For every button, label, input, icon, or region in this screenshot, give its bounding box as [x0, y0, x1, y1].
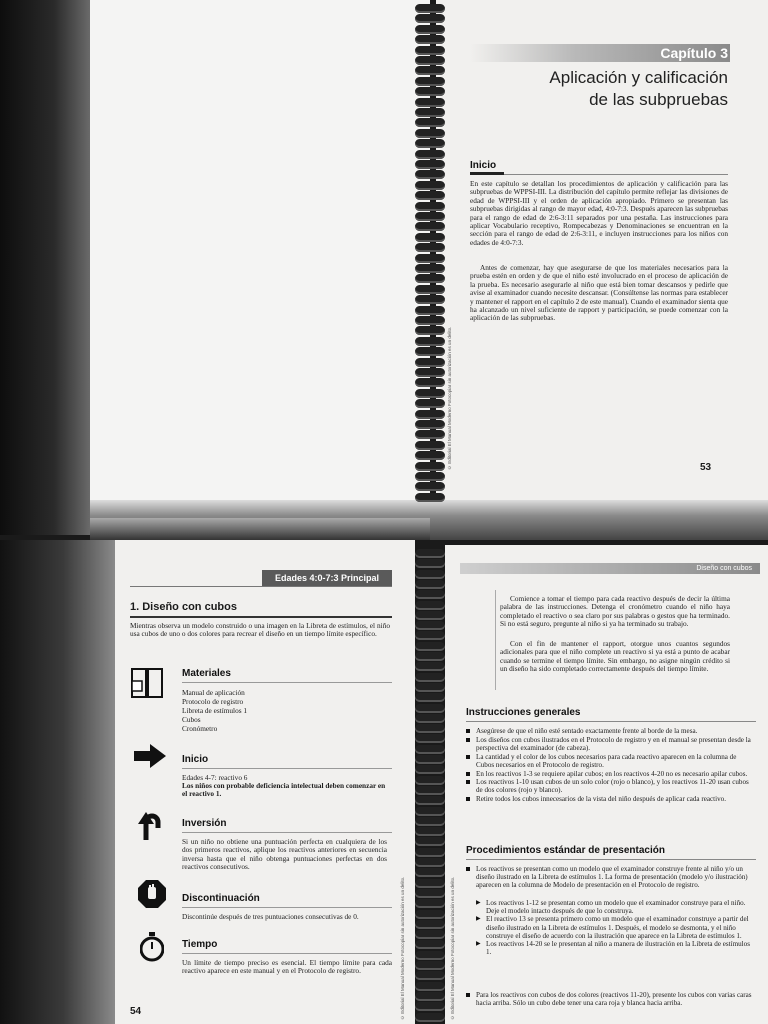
spiral-ring: [415, 796, 445, 805]
spiral-ring: [415, 549, 445, 558]
instrucciones-item: Los diseños con cubos ilustrados en el Protocolo de registro y en el manual se presentan desde la perspectiva del examinador (de cabeza).: [466, 736, 756, 752]
instrucciones-item: Los reactivos 1-10 usan cubos de un solo color (rojo o blanco), y los reactivos 11-20 usan cubos de dos colores (rojo y blanco).: [466, 778, 756, 794]
page-number-54: 54: [130, 1006, 142, 1017]
chapter-title-line1: Aplicación y calificación: [549, 68, 728, 87]
spiral-ring: [415, 347, 445, 356]
spiral-ring: [415, 410, 445, 419]
spiral-ring: [415, 868, 445, 877]
spiral-ring: [415, 940, 445, 949]
timing-box-rule: [495, 590, 496, 690]
spiral-ring: [415, 399, 445, 408]
procedimientos-heading: Procedimientos estándar de presentación: [466, 845, 665, 856]
copyright-side-label-55: © Editorial El Manual Moderno Fotocopiar sin autorización es un delito.: [450, 876, 455, 1020]
subtest-title-rule: [130, 616, 392, 618]
spiral-ring: [415, 889, 445, 898]
instrucciones-item: Asegúrese de que el niño esté sentado exactamente frente al borde de la mesa.: [466, 727, 756, 735]
spiral-ring: [415, 920, 445, 929]
spiral-ring: [415, 1002, 445, 1011]
copyright-side-label-53: © Editorial El Manual Moderno Fotocopiar sin autorización es un delito.: [447, 326, 452, 470]
tab-rule: [130, 586, 392, 587]
inversion-rule: [182, 832, 392, 833]
section-rule: [470, 174, 728, 175]
spiral-binding-top: [415, 0, 445, 505]
spiral-ring: [415, 14, 445, 23]
spiral-ring: [415, 430, 445, 439]
spiral-ring: [415, 601, 445, 610]
spiral-ring: [415, 4, 445, 13]
instrucciones-rule: [466, 721, 756, 722]
spiral-ring: [415, 337, 445, 346]
spiral-ring: [415, 243, 445, 252]
spiral-ring: [415, 982, 445, 991]
page-52-blank: [90, 0, 430, 520]
spiral-ring: [415, 961, 445, 970]
spiral-ring: [415, 420, 445, 429]
inicio-heading: Inicio: [182, 754, 209, 765]
spiral-ring: [415, 827, 445, 836]
spiral-ring: [415, 590, 445, 599]
spiral-ring: [415, 631, 445, 640]
spiral-ring: [415, 673, 445, 682]
inversion-text: Si un niño no obtiene una puntuación perfecta en cualquiera de los dos primeros reactivos, aplique los reactivos anteriores en secuencia inversa hasta que el niño obtenga puntuaciones perfectas en dos reactivos consecutivos.: [182, 837, 387, 872]
spiral-ring: [415, 848, 445, 857]
tiempo-text: Un límite de tiempo preciso es esencial. El tiempo límite para cada reactivo aparece en este manual y en el Protocolo de registro.: [182, 958, 392, 976]
spiral-ring: [415, 295, 445, 304]
proc-sub-item: ▶ Los reactivos 1-12 se presentan como un modelo que el examinador construye para el niño. Deje el modelo intacto después de que lo construya.: [476, 899, 756, 915]
materiales-item: Cubos: [182, 715, 201, 724]
spiral-ring: [415, 212, 445, 221]
spiral-ring: [415, 472, 445, 481]
spiral-ring: [415, 704, 445, 713]
left-shadow-top: [0, 0, 90, 535]
spiral-ring: [415, 493, 445, 502]
materiales-list: [182, 688, 382, 733]
spiral-ring: [415, 87, 445, 96]
u-turn-arrow-icon: [138, 812, 164, 845]
spiral-ring: [415, 858, 445, 867]
spiral-ring: [415, 765, 445, 774]
spiral-ring: [415, 652, 445, 661]
spiral-ring: [415, 129, 445, 138]
spiral-ring: [415, 910, 445, 919]
procedimientos-list: [466, 865, 756, 890]
spiral-ring: [415, 817, 445, 826]
instrucciones-item: La cantidad y el color de los cubos necesarios para cada reactivo aparecen en la columna de Cubos necesarios en el Protocolo de registro.: [466, 753, 756, 769]
spiral-ring: [415, 951, 445, 960]
spiral-ring: [415, 160, 445, 169]
spiral-ring: [415, 462, 445, 471]
spiral-ring: [415, 451, 445, 460]
spiral-ring: [415, 807, 445, 816]
spiral-ring: [415, 971, 445, 980]
inicio-rule: [182, 768, 392, 769]
spiral-ring: [415, 254, 445, 263]
page-number-53: 53: [700, 462, 712, 473]
spiral-ring: [415, 693, 445, 702]
spiral-ring: [415, 642, 445, 651]
copyright-side-label-54: © Editorial El Manual Moderno Fotocopiar sin autorización es un delito.: [400, 876, 405, 1020]
left-shadow-bottom: [0, 540, 115, 1024]
proc-item-2: Para los reactivos con cubos de dos colores (reactivos 11-20), presente los cubos con varias caras hacia arriba. Sólo un cubo debe tener una cara roja y blanca hacia arriba.: [466, 991, 756, 1007]
spiral-ring: [415, 139, 445, 148]
running-head: Diseño con cubos: [696, 565, 752, 572]
spiral-ring: [415, 837, 445, 846]
materiales-item: Manual de aplicación: [182, 688, 245, 697]
spiral-ring: [415, 1013, 445, 1022]
spiral-ring: [415, 306, 445, 315]
book-icon: [130, 665, 166, 706]
instrucciones-item: Retire todos los cubos innecesarios de la vista del niño después de aplicar cada reactivo.: [466, 795, 756, 803]
instrucciones-list: [466, 727, 756, 804]
spiral-ring: [415, 879, 445, 888]
inicio-line2: Los niños con probable deficiencia intelectual deben comenzar en el reactivo 1.: [182, 781, 386, 799]
spiral-ring: [415, 662, 445, 671]
instrucciones-heading: Instrucciones generales: [466, 707, 581, 718]
materiales-item: Libreta de estímulos 1: [182, 706, 248, 715]
timing-paragraph-2: Con el fin de mantener el rapport, otorgue unos cuantos segundos adicionales para que el niño complete un reactivo si ya está a punto de acabar cuando se termine el tiempo límite. Sin embargo, no asigne ningún crédito si un diseño ha sido completado correctamente después del tiempo límite.: [500, 639, 730, 674]
spiral-ring: [415, 108, 445, 117]
spiral-ring: [415, 992, 445, 1001]
spiral-ring: [415, 98, 445, 107]
section-rule-thick: [470, 172, 504, 175]
spiral-ring: [415, 755, 445, 764]
intro-paragraph-2: Antes de comenzar, hay que asegurarse de que los materiales necesarios para la prueba estén en orden y de que el niño esté involucrado en el proceso de aplicación de la prueba. Es necesario asegurarle al niño que está bien tomar descansos y pedirle que avise al examinador cuando necesite descansar. (Consúltense las normas para establecer y mantener el rapport en el capítulo 2 de este manual). Cuando el examinador sienta que ha alcanzado un nivel suficiente de rapport y participación, se puede comenzar con la aplicación de las subpruebas.: [470, 263, 728, 323]
spiral-ring: [415, 724, 445, 733]
chapter-title-line2: de las subpruebas: [589, 90, 728, 109]
spiral-ring: [415, 222, 445, 231]
spiral-ring: [415, 191, 445, 200]
instrucciones-item: En los reactivos 1-3 se requiere apilar cubos; en los reactivos 4-20 no es necesario apilar cubos.: [466, 770, 756, 778]
spread-gap-left: [90, 518, 430, 540]
procedimientos-rule: [466, 859, 756, 860]
spiral-ring: [415, 118, 445, 127]
proc-sub-item: ▶ Los reactivos 14-20 se le presentan al niño a manera de ilustración en la Libreta de estímulos 1.: [476, 940, 756, 956]
spiral-ring: [415, 202, 445, 211]
spiral-ring: [415, 776, 445, 785]
spiral-ring: [415, 56, 445, 65]
discontinuacion-rule: [182, 907, 392, 908]
procedimientos-list-2: [466, 991, 756, 1008]
spiral-ring: [415, 378, 445, 387]
spiral-ring: [415, 35, 445, 44]
spiral-ring: [415, 559, 445, 568]
spiral-ring: [415, 77, 445, 86]
materiales-rule: [182, 682, 392, 683]
spiral-ring: [415, 786, 445, 795]
materiales-item: Protocolo de registro: [182, 697, 244, 706]
spiral-ring: [415, 570, 445, 579]
spiral-ring: [415, 46, 445, 55]
spiral-ring: [415, 580, 445, 589]
arrow-right-icon: [134, 744, 166, 773]
tiempo-heading: Tiempo: [182, 939, 218, 950]
spiral-ring: [415, 66, 445, 75]
spiral-ring: [415, 25, 445, 34]
inicio-line1: Edades 4-7: reactivo 6: [182, 773, 248, 782]
spiral-ring: [415, 316, 445, 325]
spiral-binding-bottom: [415, 545, 445, 1024]
spiral-ring: [415, 170, 445, 179]
proc-sub-item: ▶ El reactivo 13 se presenta primero como un modelo que el examinador construye a partir del diseño ilustrado en la Libreta de estímulos 1. Después, el modelo se desmonta, y el niño construye el diseño de acuerdo con la ilustración que aparece en la Libreta de estímulos 1.: [476, 915, 756, 940]
stopwatch-icon: [140, 932, 164, 967]
procedimientos-sub-list: [476, 899, 756, 956]
spiral-ring: [415, 714, 445, 723]
spiral-ring: [415, 621, 445, 630]
spiral-ring: [415, 745, 445, 754]
section-heading-inicio: Inicio: [470, 160, 497, 171]
stop-hand-icon: [138, 880, 166, 913]
spiral-ring: [415, 611, 445, 620]
chapter-label: Capítulo 3: [660, 45, 728, 61]
spiral-ring: [415, 368, 445, 377]
subtest-title: 1. Diseño con cubos: [130, 601, 237, 613]
discontinuacion-text: Discontinúe después de tres puntuaciones consecutivas de 0.: [182, 912, 359, 921]
spiral-ring: [415, 683, 445, 692]
materiales-heading: Materiales: [182, 668, 231, 679]
proc-item-1: Los reactivos se presentan como un modelo que el examinador construye frente al niño y/o un diseño ilustrado en la Libreta de estímulos 1. La forma de presentación (modelo y/o ilustración) aparecen en la columna de Modelo de presentación en el Protocolo de registro.: [466, 865, 756, 890]
spiral-ring: [415, 233, 445, 242]
spiral-ring: [415, 285, 445, 294]
timing-paragraph-1: Comience a tomar el tiempo para cada reactivo después de decir la última palabra de las instrucciones. Detenga el cronómetro cuando el niño haya completado el reactivo o sea claro por sus palabras o gestos que ha terminado. Si no está seguro, pregunte al niño si ya ha terminado su trabajo.: [500, 594, 730, 629]
inversion-heading: Inversión: [182, 818, 227, 829]
spiral-ring: [415, 734, 445, 743]
age-tab-label: Edades 4:0-7:3 Principal: [274, 573, 380, 583]
tiempo-rule: [182, 953, 392, 954]
spiral-ring: [415, 274, 445, 283]
spiral-ring: [415, 326, 445, 335]
spiral-ring: [415, 389, 445, 398]
spiral-ring: [415, 181, 445, 190]
spiral-ring: [415, 899, 445, 908]
spiral-ring: [415, 264, 445, 273]
discontinuacion-heading: Discontinuación: [182, 893, 260, 904]
subtest-intro: Mientras observa un modelo construido o una imagen en la Libreta de estímulos, el niño usa cubos de uno o dos colores para recrear el diseño en un tiempo límite específico.: [130, 621, 390, 639]
spiral-ring: [415, 441, 445, 450]
intro-paragraph-1: En este capítulo se detallan los procedimientos de aplicación y calificación para las subpruebas de WPPSI-III. La distribución del capítulo permite reflejar las divisiones de edad de WPPSI-III y el orden de aplicación apropiado. Primero se presentan las subpruebas dirigidas al rango de mayor edad, 4:0-7:3. Después aparecen las subpruebas para el rango de edad de 2:6-3:11 separados por una pestaña. Las instrucciones para aplicar Vocabulario receptivo, Rompecabezas y Denominaciones se encuentran en la sección para el rango de edad de 2:6-3:11, e incluyen instrucciones para los niños con edades de 4:0-7:3.: [470, 179, 728, 247]
materiales-item: Cronómetro: [182, 724, 218, 733]
spiral-ring: [415, 150, 445, 159]
spiral-ring: [415, 930, 445, 939]
spiral-ring: [415, 358, 445, 367]
spiral-ring: [415, 482, 445, 491]
